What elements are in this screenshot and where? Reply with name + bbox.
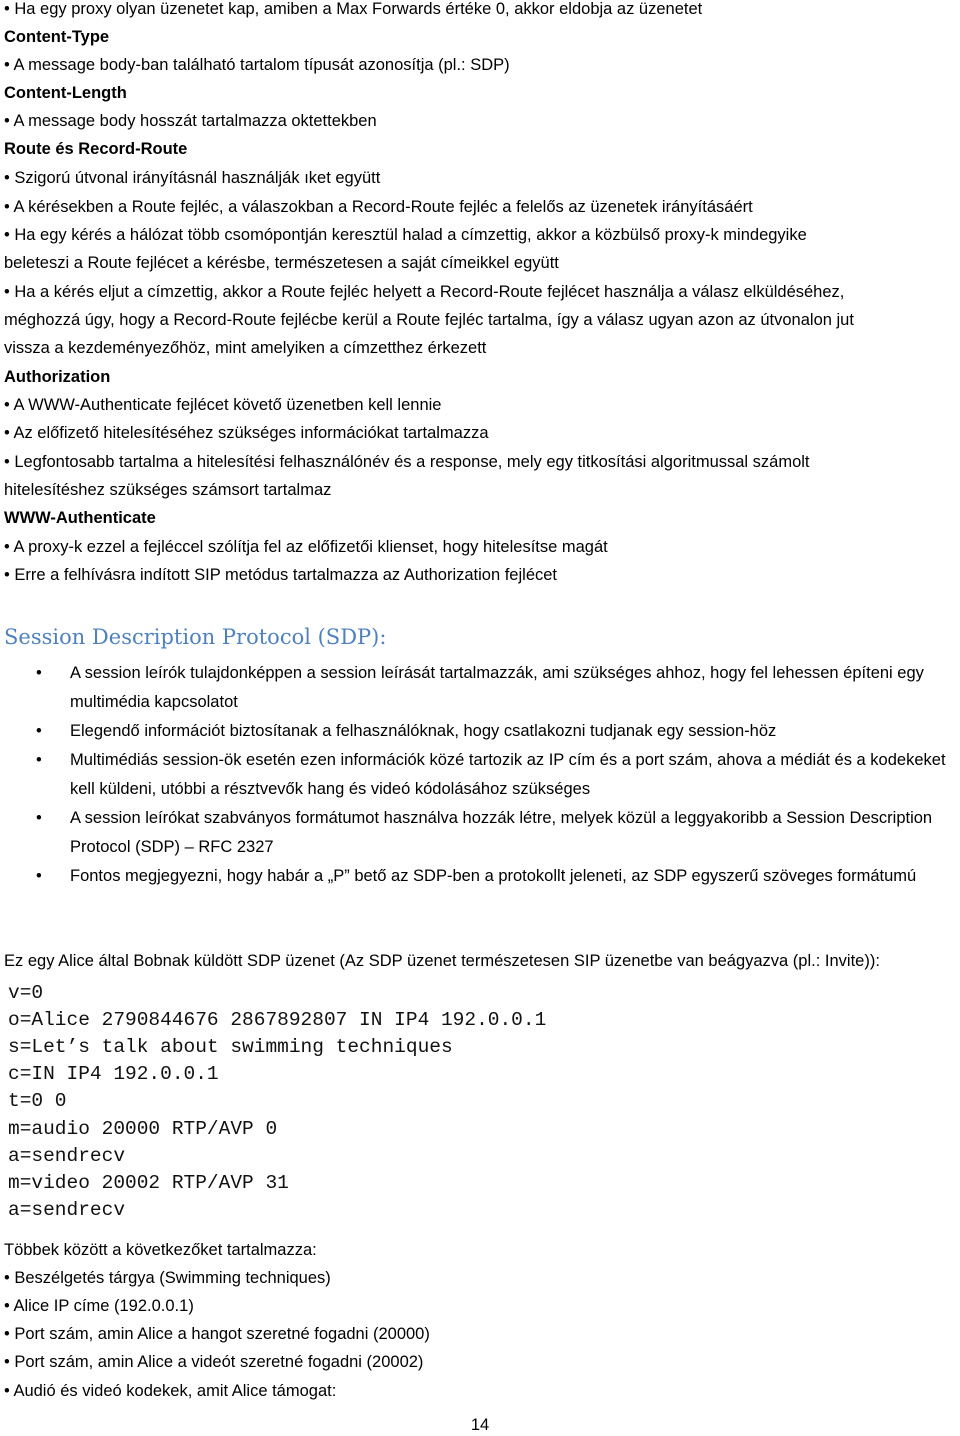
text-line: • Beszélgetés tárgya (Swimming techniques): [4, 1269, 331, 1287]
text-line: • Port szám, amin Alice a videót szeretné fogadni (20002): [4, 1353, 424, 1371]
code-line: a=sendrecv: [8, 1199, 126, 1221]
text-line: • Erre a felhívásra indított SIP metódus tartalmazza az Authorization fejlécet: [4, 566, 557, 584]
code-line: v=0: [8, 982, 44, 1004]
example-intro-text: Ez egy Alice által Bobnak küldött SDP üzenet (Az SDP üzenet természetesen SIP üzenetbe van beágyazva (pl.: Invite)):: [4, 952, 880, 970]
text-line: • A proxy-k ezzel a fejléccel szólítja fel az előfizetői klienset, hogy hitelesítse magát: [4, 538, 608, 556]
bullet-icon: •: [36, 664, 42, 682]
text-line: vissza a kezdeményezőhöz, mint amelyiken a címzetthez érkezett: [4, 339, 487, 357]
text-line: • Az előfizető hitelesítéséhez szükséges információkat tartalmazza: [4, 424, 489, 442]
code-line: m=video 20002 RTP/AVP 31: [8, 1172, 289, 1194]
text-line: méghozzá úgy, hogy a Record-Route fejlécbe kerül a Route fejléc tartalma, így a válasz ugyan azon az útvonalon jut: [4, 311, 854, 329]
section-label-route: Route és Record-Route: [4, 140, 188, 158]
code-line: m=audio 20000 RTP/AVP 0: [8, 1118, 278, 1140]
page-number: 14: [470, 1416, 490, 1434]
code-line: s=Let’s talk about swimming techniques: [8, 1036, 453, 1058]
code-line: t=0 0: [8, 1090, 67, 1112]
text-line: • Alice IP címe (192.0.0.1): [4, 1297, 194, 1315]
list-item-text: Fontos megjegyezni, hogy habár a „P” bető az SDP-ben a protokollt jeleneti, az SDP egyszerű szöveges formátumú: [70, 867, 917, 885]
text-line: hitelesítéshez szükséges számsort tartalmaz: [4, 481, 332, 499]
code-line: a=sendrecv: [8, 1145, 126, 1167]
code-line: o=Alice 2790844676 2867892807 IN IP4 192.0.0.1: [8, 1009, 547, 1031]
text-line: • Audió és videó kodekek, amit Alice támogat:: [4, 1382, 337, 1400]
section-heading-sdp: Session Description Protocol (SDP):: [4, 625, 387, 649]
text-line: Többek között a következőket tartalmazza:: [4, 1241, 317, 1259]
text-line: • Ha egy kérés a hálózat több csomópontján keresztül halad a címzettig, akkor a közbülső proxy-k mindegyike: [4, 226, 807, 244]
text-line: • Szigorú útvonal irányításnál használják ıket együtt: [4, 169, 381, 187]
bullet-icon: •: [36, 809, 42, 827]
section-label-www-authenticate: WWW-Authenticate: [4, 509, 156, 527]
text-line: • A message body hosszát tartalmazza oktettekben: [4, 112, 377, 130]
sdp-code-sample: [8, 980, 578, 1228]
text-line: • A kérésekben a Route fejléc, a válaszokban a Record-Route fejléc a felelős az üzenetek irányításáért: [4, 198, 753, 216]
section-label-content-type: Content-Type: [4, 28, 110, 46]
section-label-authorization: Authorization: [4, 368, 111, 386]
list-item-text: A session leírók tulajdonképpen a session leírását tartalmazzák, ami szükséges ahhoz, hogy fel lehessen építeni egy multimédia kapcsolatot: [70, 664, 924, 711]
text-line: • Ha a kérés eljut a címzettig, akkor a Route fejléc helyett a Record-Route fejlécet használja a válasz elküldéséhez,: [4, 283, 845, 301]
list-item-text: Multimédiás session-ök esetén ezen információk közé tartozik az IP cím és a port szám, ahova a médiát és a kodekeket kell küldeni, utóbbi a résztvevők hang és videó kódolásához szükséges: [70, 751, 946, 798]
text-line: • Legfontosabb tartalma a hitelesítési felhasználónév és a response, mely egy titkosítási algoritmussal számolt: [4, 453, 810, 471]
text-line: • A WWW-Authenticate fejlécet követő üzenetben kell lennie: [4, 396, 442, 414]
list-item-text: A session leírókat szabványos formátumot használva hozzák létre, melyek közül a leggyakoribb a Session Description Protocol (SDP) – RFC 2327: [70, 809, 933, 856]
text-line: • A message body-ban található tartalom típusát azonosítja (pl.: SDP): [4, 56, 510, 74]
text-line: • Port szám, amin Alice a hangot szeretné fogadni (20000): [4, 1325, 430, 1343]
list-item-text: Elegendő információt biztosítanak a felhasználóknak, hogy csatlakozni tudjanak egy session-höz: [70, 722, 777, 740]
bullet-icon: •: [36, 751, 42, 769]
section-label-content-length: Content-Length: [4, 84, 127, 102]
bullet-icon: •: [36, 722, 42, 740]
text-line: • Ha egy proxy olyan üzenetet kap, amiben a Max Forwards értéke 0, akkor eldobja az üzenetet: [4, 0, 703, 18]
code-line: c=IN IP4 192.0.0.1: [8, 1063, 219, 1085]
bullet-icon: •: [36, 867, 42, 885]
text-line: beleteszi a Route fejlécet a kérésbe, természetesen a saját címeikkel együtt: [4, 254, 559, 272]
